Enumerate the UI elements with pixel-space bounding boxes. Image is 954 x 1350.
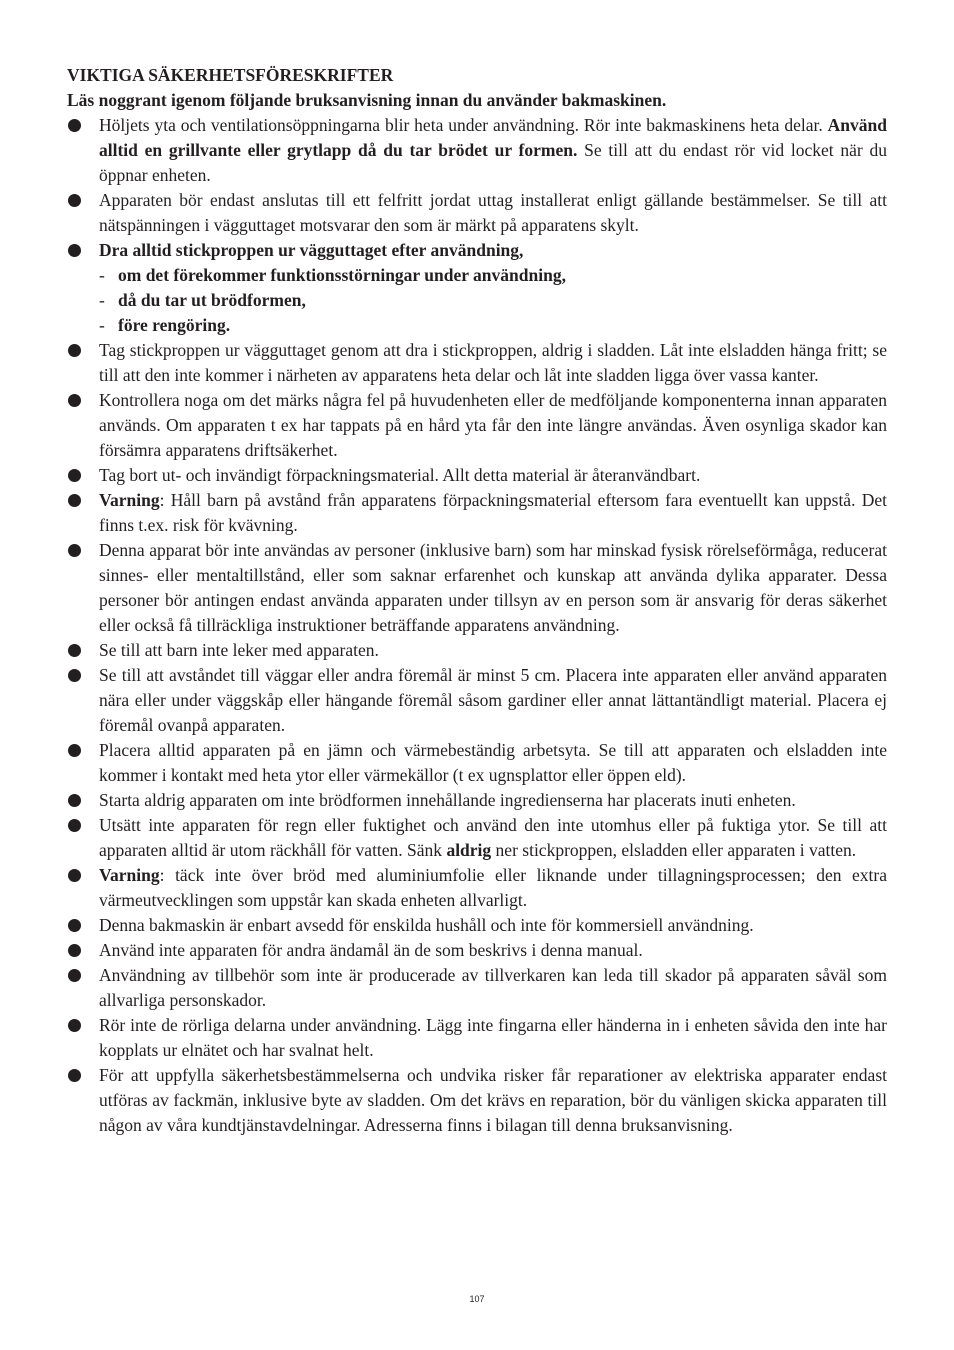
sub-item-text: om det förekommer funktionsstörningar under användning,	[118, 265, 566, 285]
document-page	[67, 63, 887, 1138]
bullet-icon	[68, 819, 81, 832]
item-text: Användning av tillbehör som inte är producerade av tillverkaren kan leda till skador på apparaten såväl som allvarliga personskador.	[99, 965, 887, 1010]
list-item	[67, 663, 887, 738]
sub-list-item	[99, 263, 887, 288]
list-item	[67, 963, 887, 1013]
item-text: Denna apparat bör inte användas av personer (inklusive barn) som har minskad fysisk rörelseförmåga, reducerat sinnes- eller mentaltillstånd, eller som saknar erfarenhet och kunskap att använda dylika apparater. Dessa personer bör antingen endast använda apparaten under tillsyn av en person som är ansvarig för deras säkerhet eller också få tillräckliga instruktioner beträffande apparatens användning.	[99, 540, 887, 635]
sub-item-text: då du tar ut brödformen,	[118, 290, 306, 310]
item-text: Placera alltid apparaten på en jämn och värmebeständig arbetsyta. Se till att apparaten och elsladden inte kommer i kontakt med heta ytor eller värmekällor (t ex ugnsplattor eller öppen eld).	[99, 740, 887, 785]
item-text: Använd inte apparaten för andra ändamål än de som beskrivs i denna manual.	[99, 940, 643, 960]
item-text: Höljets yta och ventilationsöppningarna blir heta under användning. Rör inte bakmaskinens heta delar.	[99, 115, 828, 135]
page-title: VIKTIGA SÄKERHETSFÖRESKRIFTER	[67, 65, 394, 85]
list-item	[67, 338, 887, 388]
bullet-icon	[68, 944, 81, 957]
bullet-icon	[68, 644, 81, 657]
item-text: Denna bakmaskin är enbart avsedd för enskilda hushåll och inte för kommersiell användning.	[99, 915, 754, 935]
item-text: Kontrollera noga om det märks några fel på huvudenheten eller de medföljande komponenterna innan apparaten används. Om apparaten t ex har tappats på en hård yta får den inte längre användas. Även osynliga skador kan försämra apparatens driftsäkerhet.	[99, 390, 887, 460]
bullet-icon	[68, 744, 81, 757]
dash-marker: -	[99, 265, 105, 285]
bullet-icon	[68, 469, 81, 482]
bullet-icon	[68, 969, 81, 982]
item-text: Tag stickproppen ur vägguttaget genom att dra i stickproppen, aldrig i sladden. Låt inte elsladden hänga fritt; se till att den inte kommer i närheten av apparatens heta delar och låt inte sladden ligga över vassa kanter.	[99, 340, 887, 385]
page-number: 107	[469, 1294, 485, 1304]
item-text: Tag bort ut- och invändigt förpackningsmaterial. Allt detta material är återanvändbart.	[99, 465, 701, 485]
bullet-icon	[68, 1069, 81, 1082]
list-item	[67, 938, 887, 963]
item-text: Se till att du endast rör vid locket när du öppnar enheten.	[99, 140, 887, 185]
item-text: : Håll barn på avstånd från apparatens förpackningsmaterial eftersom fara eventuellt kan uppstå. Det finns t.ex. risk för kvävning.	[99, 490, 887, 535]
bullet-icon	[68, 794, 81, 807]
bullet-icon	[68, 669, 81, 682]
list-item	[67, 113, 887, 188]
list-item	[67, 913, 887, 938]
list-item	[67, 388, 887, 463]
sub-list-item	[99, 288, 887, 313]
emphasized-text: Varning	[99, 490, 160, 510]
list-item	[67, 238, 887, 338]
list-item	[67, 638, 887, 663]
list-item	[67, 538, 887, 638]
bullet-icon	[68, 244, 81, 257]
bullet-icon	[68, 344, 81, 357]
item-text: Apparaten bör endast anslutas till ett felfritt jordat uttag installerat enligt gällande bestämmelser. Se till att nätspänningen i vägguttaget motsvarar den som är märkt på apparatens skylt.	[99, 190, 887, 235]
emphasized-text: aldrig	[446, 840, 492, 860]
item-text: ner stickproppen, elsladden eller apparaten i vatten.	[491, 840, 857, 860]
item-text: : täck inte över bröd med aluminiumfolie eller liknande under tillagningsprocessen; den extra värmeutvecklingen som uppstår kan skada enheten allvarligt.	[99, 865, 887, 910]
bullet-icon	[68, 869, 81, 882]
list-item	[67, 788, 887, 813]
sub-list-item	[99, 313, 887, 338]
bullet-icon	[68, 119, 81, 132]
emphasized-text: Dra alltid stickproppen ur vägguttaget efter användning,	[99, 240, 524, 260]
dash-marker: -	[99, 290, 105, 310]
item-text: Utsätt inte apparaten för regn eller fuktighet och använd den inte utomhus eller på fuktiga ytor. Se till att apparaten alltid är utom räckhåll för vatten. Sänk	[99, 815, 887, 860]
item-text: För att uppfylla säkerhetsbestämmelserna och undvika risker får reparationer av elektriska apparater endast utföras av fackmän, inklusive byte av sladden. Om det krävs en reparation, bör du vänligen skicka apparaten till någon av våra kundtjänstavdelningar. Adresserna finns i bilagan till denna bruksanvisning.	[99, 1065, 887, 1135]
dash-marker: -	[99, 315, 105, 335]
sub-item-text: före rengöring.	[118, 315, 231, 335]
list-item	[67, 813, 887, 863]
bullet-icon	[68, 1019, 81, 1032]
list-item	[67, 738, 887, 788]
safety-instructions-list	[67, 113, 887, 1138]
item-text: Rör inte de rörliga delarna under användning. Lägg inte fingarna eller händerna in i enheten såvida den inte har kopplats ur elnätet och har svalnat helt.	[99, 1015, 887, 1060]
list-item	[67, 488, 887, 538]
bullet-icon	[68, 544, 81, 557]
list-item	[67, 1063, 887, 1138]
list-item	[67, 1013, 887, 1063]
list-item	[67, 188, 887, 238]
list-item	[67, 863, 887, 913]
item-text: Se till att barn inte leker med apparaten.	[99, 640, 379, 660]
bullet-icon	[68, 194, 81, 207]
intro-text: Läs noggrant igenom följande bruksanvisning innan du använder bakmaskinen.	[67, 90, 667, 110]
emphasized-text: Använd alltid en grillvante eller grytlapp då du tar brödet ur formen.	[99, 115, 887, 160]
bullet-icon	[68, 494, 81, 507]
item-text: Starta aldrig apparaten om inte brödformen innehållande ingredienserna har placerats inuti enheten.	[99, 790, 796, 810]
item-text: Se till att avståndet till väggar eller andra föremål är minst 5 cm. Placera inte apparaten eller använd apparaten nära eller under väggskåp eller hängande föremål såsom gardiner eller annat lättantändligt material. Placera ej föremål ovanpå apparaten.	[99, 665, 887, 735]
emphasized-text: Varning	[99, 865, 160, 885]
bullet-icon	[68, 919, 81, 932]
list-item	[67, 463, 887, 488]
bullet-icon	[68, 394, 81, 407]
sub-list	[99, 263, 887, 338]
